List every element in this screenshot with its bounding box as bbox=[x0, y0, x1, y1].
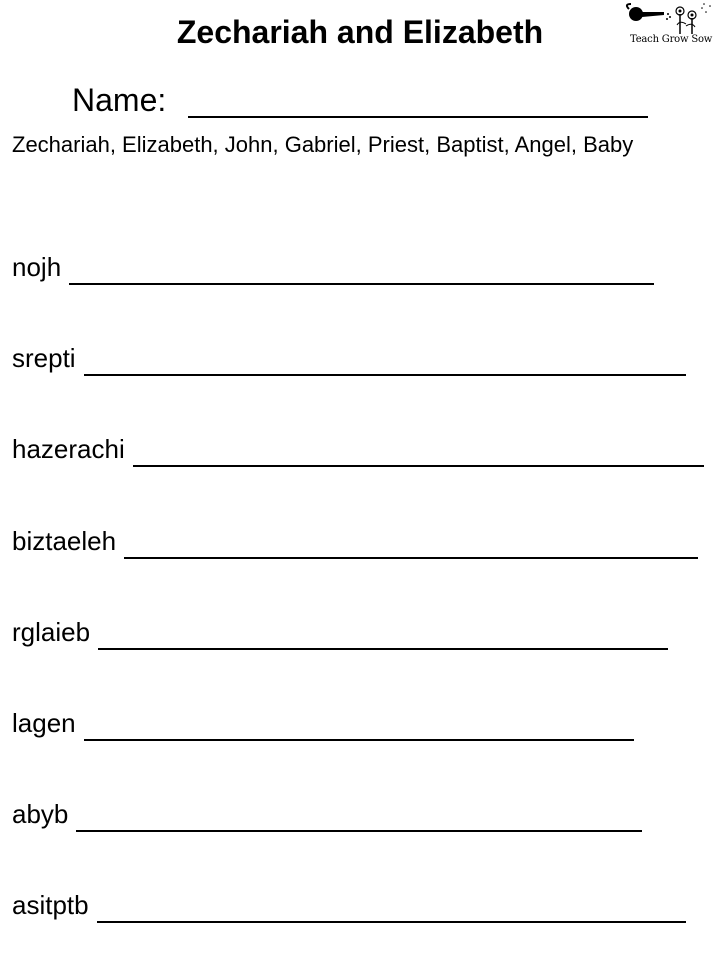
scrambled-word: hazerachi bbox=[12, 434, 125, 464]
scrambled-word: rglaieb bbox=[12, 617, 91, 647]
answer-line[interactable] bbox=[97, 921, 686, 923]
answer-line[interactable] bbox=[133, 465, 704, 467]
name-answer-line[interactable] bbox=[188, 116, 648, 118]
scrambled-word: biztaeleh bbox=[12, 526, 117, 556]
scramble-row bbox=[12, 797, 712, 837]
name-field[interactable] bbox=[72, 78, 652, 124]
scramble-row bbox=[12, 432, 712, 472]
answer-line[interactable] bbox=[84, 374, 686, 376]
scramble-row bbox=[12, 888, 712, 928]
scrambled-word: abyb bbox=[12, 799, 69, 829]
logo-text: Teach Grow Sow bbox=[630, 34, 713, 45]
answer-line[interactable] bbox=[69, 283, 654, 285]
scramble-row bbox=[12, 706, 712, 746]
name-label: Name: bbox=[72, 82, 167, 118]
word-bank: Zechariah, Elizabeth, John, Gabriel, Priest, Baptist, Angel, Baby bbox=[12, 132, 634, 157]
scrambled-word: lagen bbox=[12, 708, 76, 738]
answer-line[interactable] bbox=[84, 739, 634, 741]
scramble-row bbox=[12, 341, 712, 381]
scrambled-word: srepti bbox=[12, 343, 76, 373]
scrambled-word: nojh bbox=[12, 252, 62, 282]
scramble-row bbox=[12, 250, 712, 290]
scrambled-word: asitptb bbox=[12, 890, 89, 920]
answer-line[interactable] bbox=[124, 557, 698, 559]
scramble-row bbox=[12, 524, 712, 564]
teach-grow-sow-logo bbox=[620, 0, 720, 52]
answer-line[interactable] bbox=[76, 830, 642, 832]
worksheet-title: Zechariah and Elizabeth bbox=[176, 14, 544, 50]
scramble-row bbox=[12, 615, 712, 655]
answer-line[interactable] bbox=[98, 648, 668, 650]
